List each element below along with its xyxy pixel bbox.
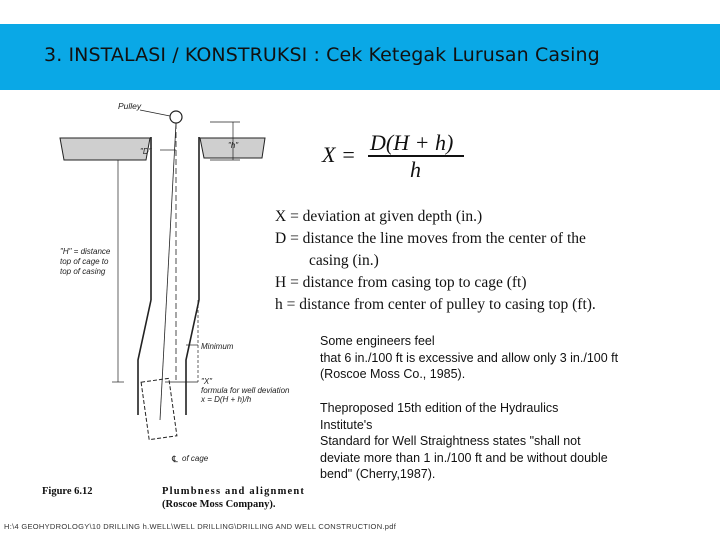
pulley-label: Pulley xyxy=(118,101,142,111)
paragraph-line: Institute's xyxy=(320,417,373,432)
footer-file-path: H:\4 GEOHYDROLOGY\10 DRILLING h.WELL\WELL DRILLING\DRILLING AND WELL CONSTRUCTION.pdf xyxy=(4,522,397,531)
pulley-leader xyxy=(140,110,170,116)
definition-small-h: h = distance from center of pulley to casing top (ft). xyxy=(275,296,596,313)
well-alignment-diagram xyxy=(0,90,320,490)
definition-x: X = deviation at given depth (in.) xyxy=(275,208,483,225)
ground-left xyxy=(60,138,150,160)
paragraph-engineers xyxy=(320,333,618,383)
definition-big-h: H = distance from casing top to cage (ft) xyxy=(275,274,527,291)
minimum-label: Minimum xyxy=(201,342,234,351)
paragraph-line: Standard for Well Straightness states "shall not xyxy=(320,434,581,448)
big-h-note-line-3: top of casing xyxy=(60,267,106,276)
paragraph-line: (Roscoe Moss Co., 1985). xyxy=(320,367,466,381)
x-note-line-2: formula for well deviation xyxy=(201,386,290,395)
paragraph-line: Theproposed 15th edition of the Hydraulics xyxy=(320,401,559,415)
pulley-wheel xyxy=(170,111,182,123)
paragraph-line: Some engineers feel xyxy=(320,334,435,348)
formula-lhs: X = xyxy=(322,142,356,167)
variable-definitions xyxy=(275,206,596,316)
formula-denominator: h xyxy=(410,157,421,182)
formula-numerator: D(H + h) xyxy=(370,130,454,155)
slide-title: 3. INSTALASI / KONSTRUKSI : Cek Ketegak Lurusan Casing xyxy=(44,44,600,66)
d-label: "D" xyxy=(140,147,152,156)
cage xyxy=(141,378,177,439)
paragraph-line: that 6 in./100 ft is excessive and allow only 3 in./100 ft xyxy=(320,350,619,365)
figure-caption-line-2: (Roscoe Moss Company). xyxy=(162,499,276,510)
paragraph-standard xyxy=(320,400,608,483)
figure-number: Figure 6.12 xyxy=(42,486,93,497)
paragraph-line: bend" (Cherry,1987). xyxy=(320,467,436,481)
cage-center-mark: ℄ xyxy=(172,454,178,464)
x-note-line-3: x = D(H + h)/h xyxy=(201,395,252,404)
definition-d: D = distance the line moves from the center of the xyxy=(275,230,586,247)
h-label: "h" xyxy=(228,141,239,150)
big-h-note-line-2: top of cage to xyxy=(60,257,109,266)
deviated-line xyxy=(160,123,176,420)
casing-left-bend xyxy=(138,300,151,415)
figure-caption-line-1: Plumbness and alignment xyxy=(162,486,306,497)
casing-right-bend xyxy=(186,300,199,415)
definition-d-continued: casing (in.) xyxy=(309,252,379,269)
big-h-note-line-1: "H" = distance xyxy=(60,247,111,256)
cage-label: of cage xyxy=(182,454,209,463)
paragraph-line: deviate more than 1 in./100 ft and be without double xyxy=(320,450,608,465)
x-note-line-1: "X" xyxy=(201,377,213,386)
